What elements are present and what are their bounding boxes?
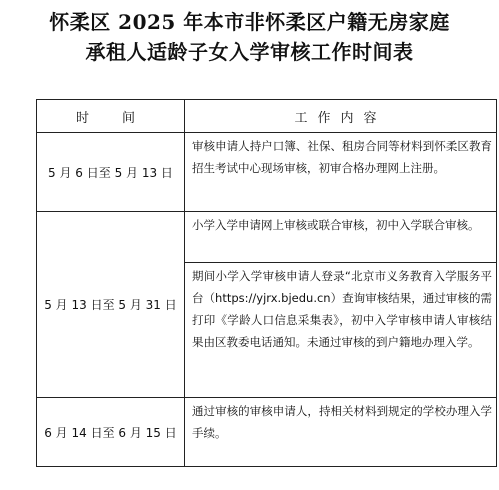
period-cell: 5 月 13 日至 5 月 31 日	[37, 212, 185, 398]
period-cell: 6 月 14 日至 6 月 15 日	[37, 398, 185, 467]
header-content: 工作内容	[185, 100, 497, 133]
schedule-table	[36, 99, 497, 467]
content-cell: 期间小学入学审核申请人登录“北京市义务教育入学服务平台（https://yjrx.bjedu.cn）查询审核结果，通过审核的需打印《学龄人口信息采集表》，初中入学审核申请人审核结果由区教委电话通知。未通过审核的到户籍地办理入学。	[185, 263, 497, 398]
content-cell: 通过审核的审核申请人，持相关材料到规定的学校办理入学手续。	[185, 398, 497, 467]
title-line-1: 怀柔区 2025 年本市非怀柔区户籍无房家庭	[49, 10, 450, 34]
content-cell: 审核申请人持户口簿、社保、租房合同等材料到怀柔区教育招生考试中心现场审核，初审合格办理网上注册。	[185, 133, 497, 212]
content-cell: 小学入学申请网上审核或联合审核，初中入学联合审核。	[185, 212, 497, 263]
table-header-row	[37, 100, 497, 133]
table-row	[37, 133, 497, 212]
table-row	[37, 398, 497, 467]
title-line-2: 承租人适龄子女入学审核工作时间表	[85, 40, 414, 64]
period-cell: 5 月 6 日至 5 月 13 日	[37, 133, 185, 212]
header-time: 时 间	[37, 100, 185, 133]
table-row	[37, 212, 497, 263]
